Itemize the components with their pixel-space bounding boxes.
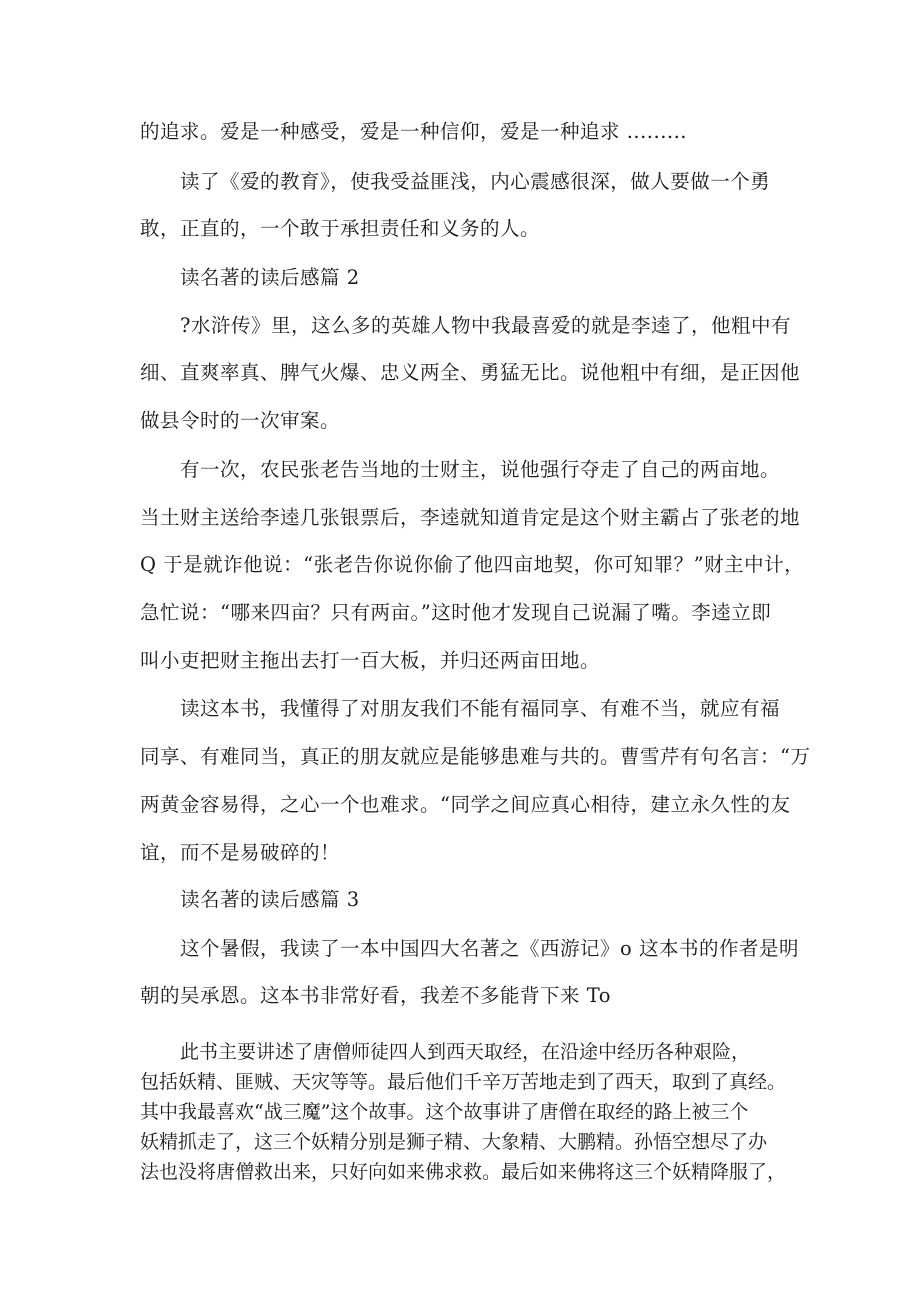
text-line: 包括妖精、匪贼、天灾等等。最后他们千辛万苦地走到了西天，取到了真经。: [140, 1071, 787, 1093]
text-line: 同享、有难同当，真正的朋友就应是能够患难与共的。曹雪芹有句名言：“万: [140, 745, 811, 768]
text-line: 谊，而不是易破碎的！: [140, 841, 341, 864]
text-line: 这个暑假，我读了一本中国四大名著之《西游记》o 这本书的作者是明: [180, 937, 799, 960]
text-line: 做县令时的一次审案。: [140, 409, 341, 432]
text-line: 细、直爽率真、脾气火爆、忠义两全、勇猛无比。说他粗中有细，是正因他: [140, 361, 801, 384]
text-line: 读这本书，我懂得了对朋友我们不能有福同享、有难不当，就应有福: [180, 697, 781, 720]
text-line: 两黄金容易得，之心一个也难求。“同学之间应真心相待，建立永久性的友: [140, 793, 791, 816]
text-line: 有一次，农民张老告当地的士财主，说他强行夺走了自己的两亩地。: [180, 458, 781, 481]
text-line: 当土财主送给李逵几张银票后，李逵就知道肯定是这个财主霸占了张老的地: [140, 506, 801, 529]
text-line: Q 于是就诈他说：“张老告你说你偷了他四亩地契，你可知罪？”财主中计，: [140, 553, 805, 576]
text-line: 法也没将唐僧救出来，只好向如来佛求救。最后如来佛将这三个妖精降服了，: [140, 1161, 787, 1183]
text-line: ?水浒传》里，这么多的英雄人物中我最喜爱的就是李逵了，他粗中有: [180, 314, 791, 337]
text-line: 叫小吏把财主拖出去打一百大板，并归还两亩田地。: [140, 649, 601, 672]
text-line: 此书主要讲述了唐僧师徒四人到西天取经，在沿途中经历各种艰险，: [180, 1041, 751, 1063]
text-line: 妖精抓走了，这三个妖精分别是狮子精、大象精、大鹏精。孙悟空想尽了办: [140, 1131, 768, 1153]
text-line: 读了《爱的教育》，使我受益匪浅，内心震感很深，做人要做一个勇: [180, 170, 771, 193]
text-line: 朝的吴承恩。这本书非常好看，我差不多能背下来 To: [140, 984, 611, 1007]
text-line: 敢，正直的，一个敢于承担责任和义务的人。: [140, 217, 541, 240]
section-heading: 读名著的读后感篇 3: [180, 888, 360, 911]
section-heading: 读名著的读后感篇 2: [180, 266, 360, 289]
text-line: 急忙说：“哪来四亩？只有两亩。”这时他才发现自己说漏了嘴。李逵立即: [140, 601, 772, 624]
text-line: 的追求。爱是一种感受，爱是一种信仰，爱是一种追求 .........: [140, 120, 687, 143]
text-line: 其中我最喜欢“战三魔”这个故事。这个故事讲了唐僧在取经的路上被三个: [140, 1101, 749, 1123]
